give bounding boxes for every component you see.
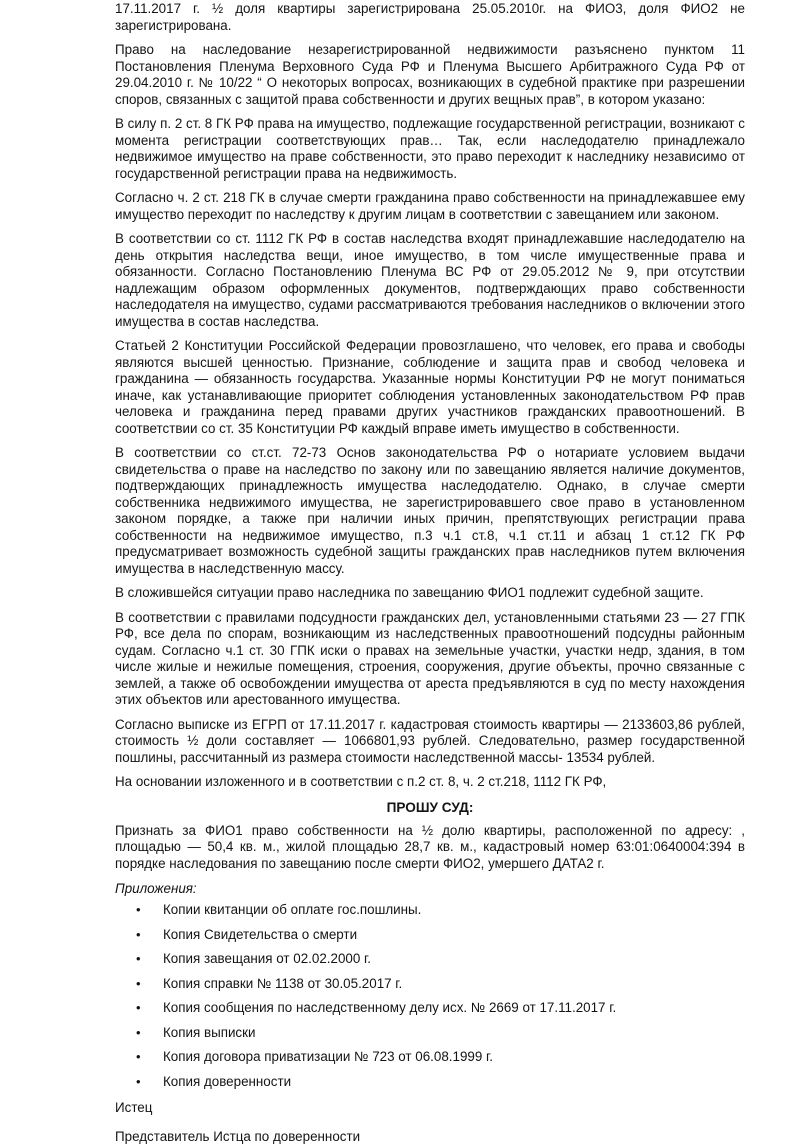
paragraph-notary-law: В соответствии со ст.ст. 72-73 Основ законодательства РФ о нотариате условием выдачи свидетельства о праве на наследство по закону или по завещанию является наличие документов, подтверждающих принадлежность имущества наследодателю. Однако, в случае смерти собственника недвижимого имущества, не зарегистрировавшего свое право в установленном законом порядке, а также при наличии иных причин, препятствующих регистрации права собственности на недвижимое имущество, п.3 ч.1 ст.8, ч.1 ст.11 и абзац 1 ст.12 ГК РФ предусматривает возможность судебной защиты гражданских прав наследников путем включения имущества в наследственную массу. [115,445,745,576]
attachment-item [115,999,745,1016]
request-heading: ПРОШУ СУД: [386,799,474,815]
attachment-label: Копия завещания от 02.02.2000 г. [163,951,371,966]
bullet-icon: • [136,951,141,966]
bullet-icon: • [136,902,141,917]
attachment-label: Копия справки № 1138 от 30.05.2017 г. [163,975,403,991]
bullet-icon: • [136,975,141,991]
attachment-label: Копия сообщения по наследственному делу исх. № 2669 от 17.11.2017 г. [163,1000,617,1015]
attachment-label: Копии квитанции об оплате гос.пошлины. [163,902,422,917]
bullet-icon: • [136,1024,141,1040]
plaintiff-signature-label: Истец [115,1099,153,1115]
attachment-label: Копия доверенности [163,1073,292,1089]
attachment-item [115,926,745,943]
attachment-item [115,975,745,992]
bullet-icon: • [136,1000,141,1015]
paragraph-judicial-protection: В сложившейся ситуации право наследника по завещанию ФИО1 подлежит судебной защите. [115,585,704,600]
paragraph-share-registration: 17.11.2017 г. ½ доля квартиры зарегистрирована 25.05.2010г. на ФИО3, доля ФИО2 не зарегистрирована. [115,1,745,33]
bullet-icon: • [136,926,141,942]
paragraph-article-1112: В соответствии со ст. 1112 ГК РФ в состав наследства входят принадлежавшие наследодателю на день открытия наследства вещи, иное имущество, в том числе имущественные права и обязанности. Согласно Постановлению Пленума ВС РФ от 29.05.2012 № 9, при отсутствии надлежащим образом оформленных документов, подтверждающих право собственности наследодателя на имущество, судами рассматриваются требования наследников о включении этого имущества в состав наследства. [115,231,745,329]
paragraph-plenum-resolution: Право на наследование незарегистрированной недвижимости разъяснено пунктом 11 Постановления Пленума Верховного Суда РФ и Пленума Высшего Арбитражного Суда РФ от 29.04.2010 г. № 10/22 “ О некоторых вопросах, возникающих в судебной практике при разрешении споров, связанных с защитой права собственности и других вещных прав”, в котором указано: [115,42,745,107]
paragraph-basis: На основании изложенного и в соответствии с п.2 ст. 8, ч. 2 ст.218, 1112 ГК РФ, [115,774,607,789]
representative-signature-label: Представитель Истца по доверенности [115,1128,361,1144]
document-page [115,0,745,1145]
attachment-item [115,1048,745,1065]
paragraph-cadastral-value: Согласно выписке из ЕГРП от 17.11.2017 г. кадастровая стоимость квартиры — 2133603,86 рублей, стоимость ½ доли составляет — 1066801,93 рублей. Следовательно, размер государственной пошлины, рассчитанный из размера стоимости наследственной массы- 13534 рублей. [115,716,745,765]
attachments-title: Приложения: [115,881,197,896]
attachment-label: Копия договора приватизации № 723 от 06.08.1999 г. [163,1049,493,1064]
paragraph-article-8: В силу п. 2 ст. 8 ГК РФ права на имущество, подлежащие государственной регистрации, возникают с момента регистрации соответствующих прав… Так, если наследодателю принадлежало недвижимое имущество на праве собственности, это право переходит к наследнику независимо от государственной регистрации права на недвижимость. [115,116,745,181]
attachment-item [115,1024,745,1041]
paragraph-jurisdiction: В соответствии с правилами подсудности гражданских дел, установленными статьями 23 — 27 ГПК РФ, все дела по спорам, возникающим из наследственных правоотношений подсудны районным судам. Согласно ч.1 ст. 30 ГПК иски о правах на земельные участки, участки недр, здания, в том числе жилые и нежилые помещения, строения, сооружения, другие объекты, прочно связанные с землей, а также об освобождении имущества от ареста предъявляются в суд по месту нахождения этих объектов или арестованного имущества. [115,609,745,707]
paragraph-request: Признать за ФИО1 право собственности на ½ долю квартиры, расположенной по адресу: , площадью — 50,4 кв. м., жилой площадью 28,7 кв. м., кадастровый номер 63:01:0640004:394 в порядке наследования по завещанию после смерти ФИО2, умершего ДАТА2 г. [115,822,745,871]
attachment-label: Копия выписки [163,1024,256,1040]
attachment-item [115,1073,745,1090]
attachments-list [115,901,745,1090]
paragraph-constitution: Статьей 2 Конституции Российской Федерации провозглашено, что человек, его права и свободы являются высшей ценностью. Признание, соблюдение и защита прав и свобод человека и гражданина — обязанность государства. Указанные нормы Конституции РФ не могут пониматься иначе, как устанавливающие приоритет соблюдения установленных законодательством РФ прав человека и гражданина перед правами других участников гражданских правоотношений. В соответствии со ст. 35 Конституции РФ каждый вправе иметь имущество в собственности. [115,338,745,436]
attachment-label: Копия Свидетельства о смерти [163,926,358,942]
paragraph-article-218: Согласно ч. 2 ст. 218 ГК в случае смерти гражданина право собственности на принадлежавшее ему имущество переходит по наследству к другим лицам в соответствии с завещанием или законом. [115,190,745,222]
attachment-item [115,901,745,918]
bullet-icon: • [136,1073,141,1089]
bullet-icon: • [136,1049,141,1064]
